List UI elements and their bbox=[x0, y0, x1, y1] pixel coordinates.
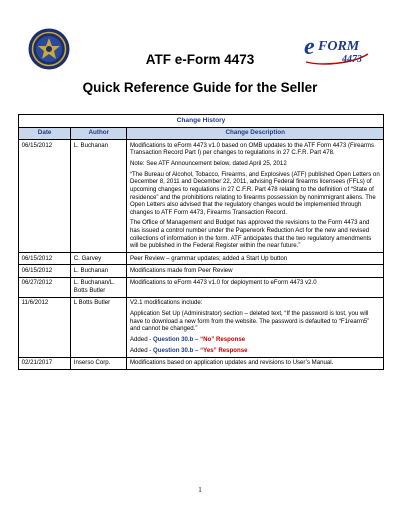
column-header-author: Author bbox=[71, 127, 127, 139]
row-author: L Botts Butler bbox=[71, 297, 127, 357]
added-prefix: Added - bbox=[129, 346, 154, 354]
description-paragraph: Note: See ATF Announcement below, dated April 25, 2012 bbox=[129, 159, 287, 167]
description-paragraph: V2.1 modifications include: bbox=[129, 299, 203, 307]
yes-response-label: “Yes” Response bbox=[200, 346, 248, 354]
change-history-caption-row bbox=[19, 115, 384, 128]
row-description bbox=[127, 139, 384, 252]
description-paragraph: “The Bureau of Alcohol, Tobacco, Firearms, and Explosives (ATF) published Open Letters on December 8, 2011 and December 22, 2011, advising Federal firearms licensees (FFLs) of upcoming changes to regulations in 27 C.F.R. Part 478 relating to the definition of “State of residence” and the prohibitions relating to firearms possession by nonimmigrant aliens. The Open Letters also advised that the regulatory changes would be implemented through changes to ATF Form 4473, Firearms Transaction Record. bbox=[129, 170, 380, 216]
author-line: L. Buchanan/L. bbox=[73, 279, 115, 287]
table-row bbox=[19, 277, 384, 297]
logo-e: e bbox=[304, 34, 315, 60]
row-description: Modifications made from Peer Review bbox=[127, 265, 384, 277]
question-30b-label: Question 30.b bbox=[153, 336, 194, 344]
logo-form: FORM bbox=[318, 39, 360, 54]
page-number: 1 bbox=[198, 486, 202, 494]
table-row bbox=[19, 139, 384, 252]
table-row bbox=[19, 297, 384, 357]
table-header-row bbox=[19, 127, 384, 139]
change-history-caption: Change History bbox=[19, 115, 384, 128]
row-description: Modifications based on application updates and revisions to User’s Manual. bbox=[127, 357, 384, 369]
dash-separator: – bbox=[193, 346, 201, 354]
row-date: 11/6/2012 bbox=[19, 297, 71, 357]
added-yes-response-line bbox=[130, 347, 380, 355]
row-date: 02/21/2017 bbox=[19, 357, 71, 369]
row-author bbox=[71, 277, 127, 297]
row-description bbox=[127, 297, 384, 357]
row-date: 06/15/2012 bbox=[19, 139, 71, 252]
row-author: L. Buchanan bbox=[71, 139, 127, 252]
row-author: L. Buchanan bbox=[71, 265, 127, 277]
description-paragraph: Modifications to eForm 4473 v1.0 based on OMB updates to the ATF Form 4473 (Firearms Transaction Record Part I) per changes to regulations in 27 C.F.R. Part 478. bbox=[129, 141, 375, 157]
logo-number: 4473 bbox=[342, 54, 362, 65]
row-date: 06/15/2012 bbox=[19, 253, 71, 265]
question-30b-label: Question 30.b bbox=[153, 346, 194, 354]
column-header-change-description: Change Description bbox=[127, 127, 384, 139]
page-title: ATF e-Form 4473 bbox=[145, 52, 255, 67]
added-no-response-line bbox=[130, 336, 380, 344]
page-subtitle: Quick Reference Guide for the Seller bbox=[82, 80, 318, 95]
document-header bbox=[20, 24, 380, 102]
row-date: 06/27/2012 bbox=[19, 277, 71, 297]
row-author: Inserso Corp. bbox=[71, 357, 127, 369]
description-paragraph: The Office of Management and Budget has approved the revisions to the Form 4473 and has issued a control number under the Paperwork Reduction Act for the new and revised collections of information in the form. ATF anticipates that the two regulatory amendments will be published in the Federal Register within the near future.” bbox=[129, 219, 372, 250]
author-line: Botts Butler bbox=[73, 286, 106, 294]
row-description: Modifications to eForm 4473 v1.0 for deployment to eForm 4473 v2.0 bbox=[127, 277, 384, 297]
dash-separator: – bbox=[193, 336, 201, 344]
eform-4473-logo bbox=[302, 30, 372, 68]
no-response-label: “No” Response bbox=[200, 336, 246, 344]
table-row bbox=[19, 357, 384, 369]
table-row bbox=[19, 253, 384, 265]
table-row bbox=[19, 265, 384, 277]
row-date: 06/15/2012 bbox=[19, 265, 71, 277]
change-history-table bbox=[18, 114, 384, 370]
added-prefix: Added - bbox=[129, 336, 154, 344]
column-header-date: Date bbox=[19, 127, 71, 139]
row-author: C. Garvey bbox=[71, 253, 127, 265]
description-paragraph: Application Set Up (Administrator) section – deleted text, “If the password is lost, you will have to download a new form from the website. The password is defaulted to “F1rearm5” and cannot be changed.” bbox=[129, 310, 370, 333]
row-description: Peer Review – grammar updates; added a Start Up button bbox=[127, 253, 384, 265]
